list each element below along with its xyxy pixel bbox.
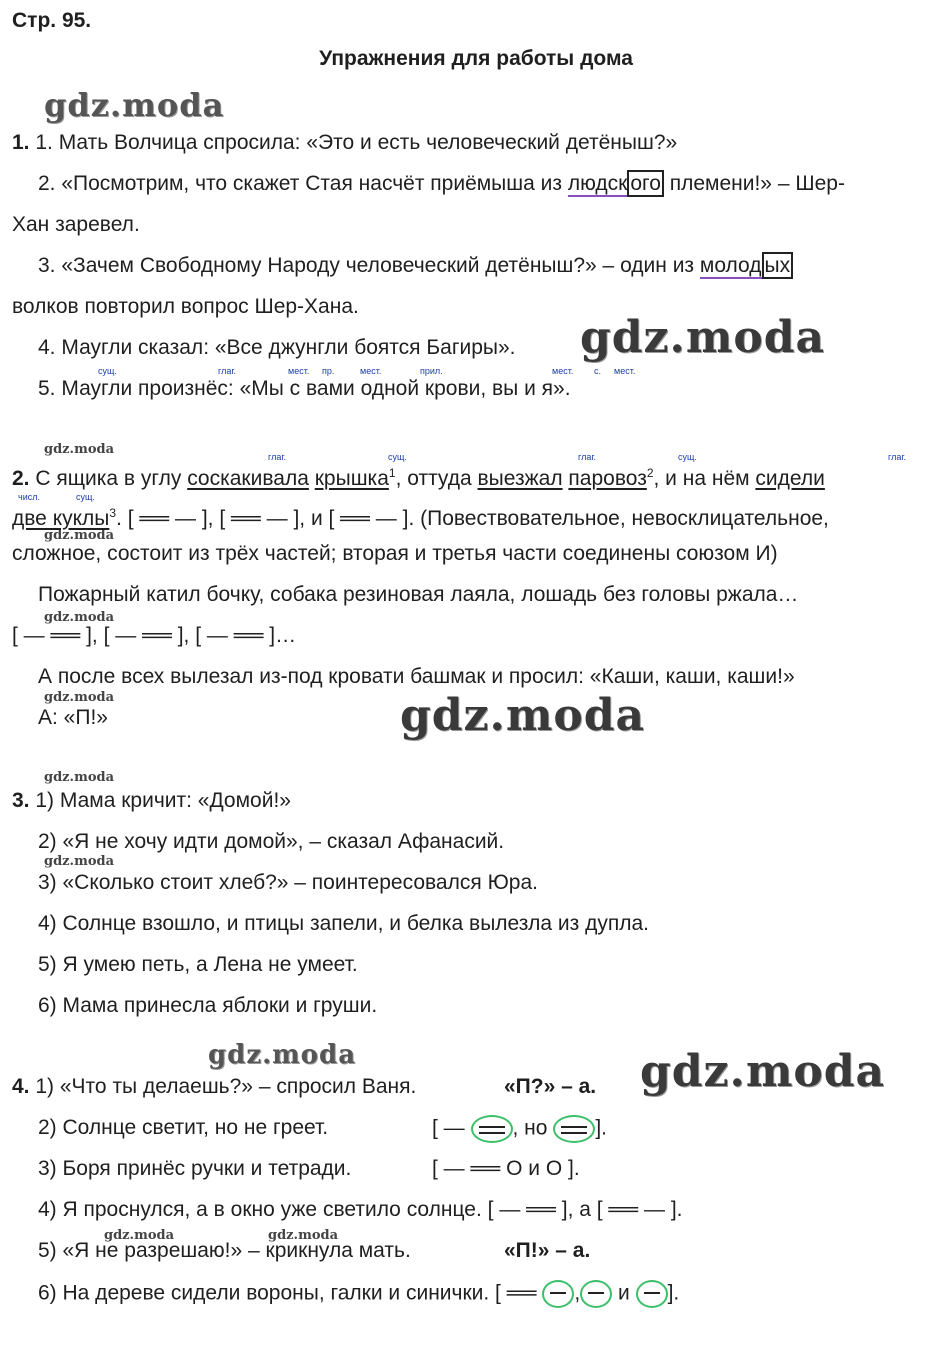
- list-item-text: 6) На дереве сидели вороны, галки и синички. [ ══: [38, 1281, 537, 1305]
- pos-tag: пр.: [322, 366, 335, 376]
- clause-index: 3: [109, 506, 117, 520]
- watermark: gdz.moda: [44, 610, 115, 625]
- scheme: «П?» – а.: [504, 1075, 597, 1098]
- ex2-line: [12, 460, 825, 492]
- ex1-sentence-2b: племени!» – Шер-: [663, 172, 845, 195]
- ex1-line: Хан заревел.: [12, 213, 140, 236]
- ex1-number: 1.: [12, 131, 30, 154]
- ex2-number: 2.: [12, 467, 30, 490]
- watermark: gdz.moda: [580, 312, 826, 363]
- pos-tag: с.: [594, 366, 602, 376]
- ex2-line: Пожарный катил бочку, собака резиновая лаяла, лошадь без головы ржала…: [38, 583, 799, 606]
- scheme: [432, 1115, 607, 1143]
- ex2-scheme: А: «П!»: [38, 706, 108, 729]
- scheme-part: , но: [512, 1116, 548, 1140]
- scheme-part: ].: [595, 1116, 607, 1140]
- pos-tag: глаг.: [578, 452, 597, 462]
- pos-tag: глаг.: [888, 452, 907, 462]
- subject-oval: [636, 1280, 668, 1308]
- pos-tag: числ.: [18, 492, 40, 502]
- ex2-line: сложное, состоит из трёх частей; вторая и третья части соединены союзом И): [12, 542, 778, 565]
- watermark: gdz.moda: [104, 1228, 175, 1243]
- ex1-line: [12, 130, 677, 156]
- pos-tag: сущ.: [76, 492, 95, 502]
- ex1-sentence-1: 1. Мать Волчица спросила: «Это и есть человеческий детёныш?»: [35, 131, 678, 154]
- pos-tag: сущ.: [678, 452, 697, 462]
- pos-tag: мест.: [360, 366, 382, 376]
- pos-tag: сущ.: [388, 452, 407, 462]
- predicate-oval: [471, 1115, 513, 1143]
- pos-tag: мест.: [288, 366, 310, 376]
- ex1-sentence-3a: 3. «Зачем Свободному Народу человеческий детёныш?» – один из: [38, 254, 700, 277]
- word-root: молод: [699, 254, 762, 277]
- list-item: 2) «Я не хочу идти домой», – сказал Афанасий.: [38, 830, 505, 853]
- predicate: соскакивала: [187, 467, 309, 490]
- ex1-line: 5. Маугли произнёс: «Мы с вами одной крови, вы и я».: [38, 377, 571, 400]
- ex1-line: [38, 171, 845, 197]
- ex2-line: А после всех вылезал из-под кровати башмак и просил: «Каши, каши, каши!»: [38, 665, 795, 688]
- scheme: [ — ══ О и О ].: [432, 1157, 580, 1180]
- scheme-part: ,: [574, 1281, 581, 1305]
- list-item: 4) Я проснулся, а в окно уже светило солнце. [ — ══ ], а [ ══ — ].: [38, 1198, 683, 1221]
- watermark: gdz.moda: [44, 528, 115, 543]
- word-ending: ого: [627, 170, 664, 197]
- predicate: сидели: [755, 467, 825, 490]
- ex4-line: [12, 1074, 416, 1100]
- list-item: 3) «Сколько стоит хлеб?» – поинтересовался Юра.: [38, 871, 538, 894]
- list-item: 1) Мама кричит: «Домой!»: [35, 789, 291, 812]
- scheme-part: и: [612, 1281, 636, 1305]
- predicate: выезжал: [477, 467, 563, 490]
- subject-oval: [580, 1280, 612, 1308]
- predicate-oval: [553, 1115, 595, 1143]
- scheme: «П!» – а.: [504, 1239, 591, 1262]
- ex1-line: [38, 253, 793, 279]
- ex1-line: волков повторил вопрос Шер-Хана.: [12, 295, 359, 318]
- ex2-line: [12, 500, 829, 532]
- watermark: gdz.moda: [268, 1228, 339, 1243]
- watermark: gdz.moda: [44, 770, 115, 785]
- list-item: 4) Солнце взошло, и птицы запели, и белка вылезла из дупла.: [38, 912, 649, 935]
- page-title: Упражнения для работы дома: [319, 47, 633, 70]
- watermark: gdz.moda: [44, 690, 115, 705]
- ex2-scheme: . [ ══ — ], [ ══ — ], и [ ══ — ]. (Повествовательное, невосклицательное,: [116, 507, 829, 530]
- list-item: [38, 1280, 679, 1308]
- list-item: 6) Мама принесла яблоки и груши.: [38, 994, 378, 1017]
- word-ending: ых: [762, 252, 794, 279]
- ex3-line: [12, 788, 291, 814]
- ex2-text: , и на нём: [653, 467, 756, 490]
- watermark: gdz.moda: [44, 442, 115, 457]
- clause-index: 1: [388, 466, 396, 480]
- watermark: gdz.moda: [208, 1040, 357, 1070]
- subject-oval: [542, 1280, 574, 1308]
- ex2-text: , оттуда: [395, 467, 478, 490]
- pos-tag: сущ.: [98, 366, 117, 376]
- pos-tag: глаг.: [218, 366, 237, 376]
- subject: две куклы: [12, 507, 110, 530]
- list-item: 1) «Что ты делаешь?» – спросил Ваня.: [35, 1075, 417, 1098]
- list-item: 2) Солнце светит, но не греет.: [38, 1116, 329, 1139]
- list-item: 5) «Я не разрешаю!» – крикнула мать.: [38, 1239, 411, 1262]
- scheme-part: ].: [667, 1281, 680, 1305]
- subject: паровоз: [568, 467, 647, 490]
- subject: крышка: [314, 467, 389, 490]
- pos-tag: мест.: [614, 366, 636, 376]
- pos-tag: глаг.: [268, 452, 287, 462]
- ex2-text: С ящика в углу: [35, 467, 188, 490]
- scheme-part: [ —: [432, 1116, 465, 1140]
- word-root: людск: [567, 172, 628, 195]
- watermark: gdz.moda: [640, 1046, 886, 1097]
- watermark: gdz.moda: [44, 854, 115, 869]
- list-item: 3) Боря принёс ручки и тетради.: [38, 1157, 352, 1180]
- ex3-number: 3.: [12, 789, 30, 812]
- ex1-line: 4. Маугли сказал: «Все джунгли боятся Багиры».: [38, 336, 516, 359]
- ex2-scheme: [ — ══ ], [ — ══ ], [ — ══ ]…: [12, 624, 297, 647]
- list-item: 5) Я умею петь, а Лена не умеет.: [38, 953, 358, 976]
- page-number: Стр. 95.: [12, 9, 92, 32]
- pos-tag: мест.: [552, 366, 574, 376]
- watermark: gdz.moda: [44, 86, 225, 124]
- clause-index: 2: [646, 466, 654, 480]
- pos-tag: прил.: [420, 366, 443, 376]
- watermark: gdz.moda: [400, 690, 646, 741]
- ex4-number: 4.: [12, 1075, 30, 1098]
- ex1-sentence-2a: 2. «Посмотрим, что скажет Стая насчёт приёмыша из: [38, 172, 568, 195]
